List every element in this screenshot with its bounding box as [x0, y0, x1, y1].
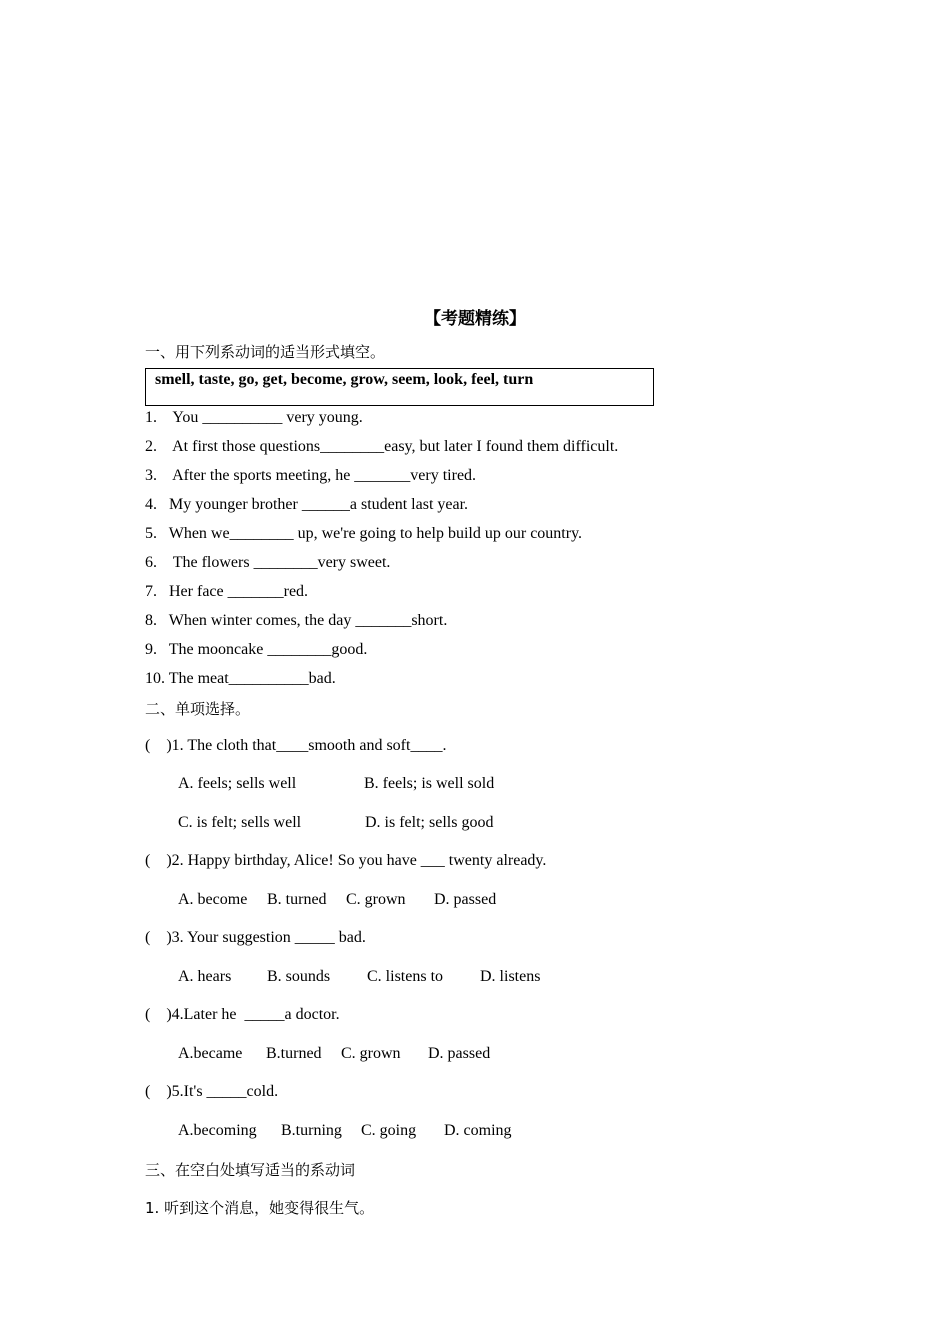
option-a: A. feels; sells well: [178, 775, 297, 792]
list-item: 2. At first those questions________easy, but later I found them difficult.: [145, 438, 619, 455]
question-stem: ( )2. Happy birthday, Alice! So you have ___ twenty already.: [145, 852, 547, 869]
option-c: C. is felt; sells well: [178, 814, 302, 831]
option-c: C. grown: [346, 891, 406, 908]
option-c: C. going: [361, 1122, 417, 1139]
option-a: A. hears: [178, 968, 232, 985]
option-a: A. become: [178, 891, 248, 908]
option-b: B. turned: [267, 891, 327, 908]
list-item: 9. The mooncake ________good.: [145, 641, 368, 658]
option-a: A.became: [178, 1045, 243, 1062]
option-d: D. is felt; sells good: [365, 814, 494, 831]
list-item: 5. When we________ up, we're going to help build up our country.: [145, 525, 583, 542]
word-box: [145, 368, 654, 406]
list-item: 8. When winter comes, the day _______short.: [145, 612, 448, 629]
list-item: 1. 听到这个消息，她变得很生气。: [145, 1199, 375, 1217]
list-item: 10. The meat__________bad.: [145, 670, 336, 687]
list-item: 7. Her face _______red.: [145, 583, 309, 600]
word-box-text: smell, taste, go, get, become, grow, seem, look, feel, turn: [155, 371, 534, 388]
question-stem: ( )1. The cloth that____smooth and soft____.: [145, 737, 447, 754]
option-b: B.turned: [266, 1045, 322, 1062]
section1-heading: 一、用下列系动词的适当形式填空。: [145, 343, 386, 361]
section3-heading: 三、在空白处填写适当的系动词: [145, 1161, 356, 1179]
list-item: 3. After the sports meeting, he _______very tired.: [145, 467, 477, 484]
option-b: B. sounds: [267, 968, 331, 985]
option-d: D. listens: [480, 968, 541, 985]
option-c: C. listens to: [367, 968, 444, 985]
question-stem: ( )3. Your suggestion _____ bad.: [145, 929, 366, 946]
question-stem: ( )4.Later he _____a doctor.: [145, 1006, 340, 1023]
list-item: 6. The flowers ________very sweet.: [145, 554, 391, 571]
question-stem: ( )5.It's _____cold.: [145, 1083, 279, 1100]
option-d: D. passed: [434, 891, 497, 908]
section2-heading: 二、单项选择。: [145, 700, 251, 718]
option-d: D. passed: [428, 1045, 491, 1062]
option-d: D. coming: [444, 1122, 512, 1139]
option-b: B.turning: [281, 1122, 342, 1139]
page-title: 【考题精练】: [424, 309, 526, 329]
option-b: B. feels; is well sold: [364, 775, 495, 792]
option-c: C. grown: [341, 1045, 401, 1062]
list-item: 1. You __________ very young.: [145, 409, 363, 426]
list-item: 4. My younger brother ______a student last year.: [145, 496, 469, 513]
option-a: A.becoming: [178, 1122, 257, 1139]
